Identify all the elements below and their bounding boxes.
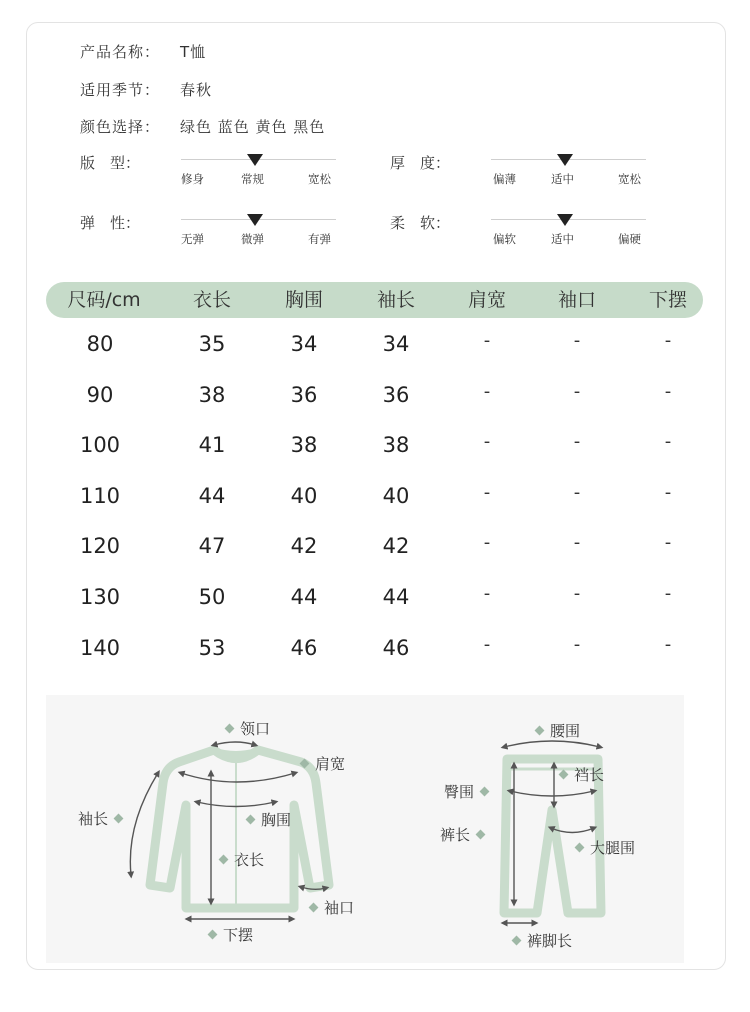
table-cell: 42 <box>290 534 318 558</box>
table-cell: - <box>664 330 672 351</box>
length-label: 衣长 <box>220 849 264 870</box>
table-cell: 35 <box>198 332 226 356</box>
diamond-icon <box>114 814 124 824</box>
table-cell: 53 <box>198 636 226 660</box>
hip-label: 臀围 <box>444 781 488 802</box>
table-cell: 100 <box>79 433 121 457</box>
table-cell: 44 <box>198 484 226 508</box>
table-cell: 47 <box>198 534 226 558</box>
season-row <box>80 79 212 100</box>
table-cell: - <box>664 583 672 604</box>
fit-label: 版 型： <box>80 154 141 172</box>
column-header: 衣长 <box>192 289 232 311</box>
table-cell: 38 <box>198 383 226 407</box>
table-cell: - <box>573 482 581 503</box>
column-header: 下摆 <box>648 289 688 311</box>
season-label: 适用季节： <box>80 81 161 99</box>
table-cell: - <box>483 482 491 503</box>
table-cell: - <box>573 431 581 452</box>
color-label: 颜色选择： <box>80 118 161 136</box>
garment-illustration <box>46 695 684 963</box>
table-cell: - <box>483 634 491 655</box>
table-cell: 40 <box>382 484 410 508</box>
fit-indicator-icon <box>247 154 263 166</box>
table-cell: - <box>573 330 581 351</box>
elastic-indicator-icon <box>247 214 263 226</box>
thickness-option: 适中 <box>551 172 574 186</box>
table-cell: - <box>664 532 672 553</box>
elastic-option: 无弹 <box>181 232 204 246</box>
table-cell: - <box>664 634 672 655</box>
measurement-diagram <box>46 695 684 963</box>
diamond-icon <box>559 770 569 780</box>
sleeve-label: 袖长 <box>78 808 122 829</box>
column-header: 袖口 <box>557 289 597 311</box>
diamond-icon <box>309 903 319 913</box>
softness-scale <box>491 219 646 259</box>
table-cell: 38 <box>382 433 410 457</box>
fit-option: 宽松 <box>308 172 331 186</box>
fit-option: 修身 <box>181 172 204 186</box>
diamond-icon <box>208 930 218 940</box>
table-cell: 130 <box>79 585 121 609</box>
softness-indicator-icon <box>557 214 573 226</box>
elastic-option: 有弹 <box>308 232 331 246</box>
table-cell: 46 <box>382 636 410 660</box>
thickness-option: 宽松 <box>618 172 641 186</box>
product-name-label: 产品名称： <box>80 43 161 61</box>
softness-option: 偏硬 <box>618 232 641 246</box>
thickness-label: 厚 度： <box>390 154 451 172</box>
diamond-icon <box>512 936 522 946</box>
diamond-icon <box>219 855 229 865</box>
table-cell: 80 <box>86 332 114 356</box>
table-cell: 50 <box>198 585 226 609</box>
diamond-icon <box>480 787 490 797</box>
diamond-icon <box>225 724 235 734</box>
column-header: 袖长 <box>376 289 416 311</box>
table-cell: - <box>483 583 491 604</box>
thickness-option: 偏薄 <box>493 172 516 186</box>
softness-option: 适中 <box>551 232 574 246</box>
leg-opening-label: 裤脚长 <box>513 930 572 951</box>
table-cell: - <box>573 381 581 402</box>
color-row <box>80 116 325 137</box>
product-name-value: T恤 <box>180 43 207 61</box>
table-cell: - <box>573 532 581 553</box>
shoulder-label: 肩宽 <box>301 753 345 774</box>
softness-option: 偏软 <box>493 232 516 246</box>
chest-label: 胸围 <box>247 809 291 830</box>
size-table-header <box>46 282 703 318</box>
table-cell: 34 <box>382 332 410 356</box>
table-cell: 40 <box>290 484 318 508</box>
table-cell: 120 <box>79 534 121 558</box>
table-cell: 36 <box>290 383 318 407</box>
table-cell: 41 <box>198 433 226 457</box>
pants-length-label: 裤长 <box>440 824 484 845</box>
table-cell: - <box>664 482 672 503</box>
table-cell: - <box>483 532 491 553</box>
column-header: 尺码/cm <box>67 289 141 311</box>
softness-label: 柔 软： <box>390 214 451 232</box>
diamond-icon <box>575 843 585 853</box>
table-cell: 44 <box>290 585 318 609</box>
table-cell: 140 <box>79 636 121 660</box>
thickness-indicator-icon <box>557 154 573 166</box>
table-cell: - <box>664 381 672 402</box>
collar-label: 领口 <box>226 718 270 739</box>
elastic-scale <box>181 219 336 259</box>
table-cell: - <box>483 431 491 452</box>
column-header: 肩宽 <box>467 289 507 311</box>
table-cell: 34 <box>290 332 318 356</box>
diamond-icon <box>535 726 545 736</box>
table-cell: 90 <box>86 383 114 407</box>
cuff-label: 袖口 <box>310 897 354 918</box>
rise-label: 裆长 <box>560 764 604 785</box>
waist-label: 腰围 <box>536 720 580 741</box>
table-cell: 46 <box>290 636 318 660</box>
column-header: 胸围 <box>284 289 324 311</box>
fit-scale <box>181 159 336 199</box>
diamond-icon <box>300 759 310 769</box>
elastic-label: 弹 性： <box>80 214 141 232</box>
table-cell: - <box>664 431 672 452</box>
table-cell: 38 <box>290 433 318 457</box>
diamond-icon <box>246 815 256 825</box>
table-cell: - <box>573 634 581 655</box>
thickness-scale <box>491 159 646 199</box>
fit-option: 常规 <box>241 172 264 186</box>
table-cell: - <box>573 583 581 604</box>
thigh-label: 大腿围 <box>576 837 635 858</box>
table-cell: 110 <box>79 484 121 508</box>
season-value: 春秋 <box>180 81 213 99</box>
hem-label: 下摆 <box>209 924 253 945</box>
color-value: 绿色 蓝色 黄色 黑色 <box>180 118 326 136</box>
table-cell: - <box>483 381 491 402</box>
product-name-row <box>80 41 206 62</box>
table-cell: 44 <box>382 585 410 609</box>
table-cell: - <box>483 330 491 351</box>
diamond-icon <box>476 830 486 840</box>
table-cell: 36 <box>382 383 410 407</box>
table-cell: 42 <box>382 534 410 558</box>
elastic-option: 微弹 <box>241 232 264 246</box>
